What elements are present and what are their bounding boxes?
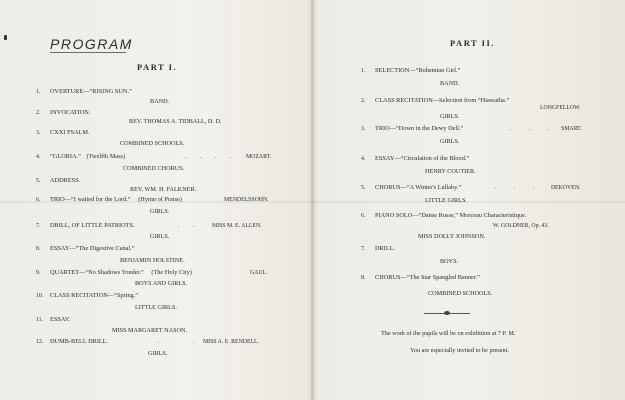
part1-item-3: 3. CXXI PSALM.: [36, 129, 90, 136]
part1-item-8: 8. ESSAY—“The Digestive Canal.”: [36, 245, 135, 252]
part1-item-10-performer: LITTLE GIRLS.: [135, 304, 177, 311]
part1-item-12-dots: . .: [158, 339, 211, 345]
part2-item-2: 2. CLASS RECITATION—Selection from “Hiawatha.”: [361, 97, 510, 104]
part-2-heading: PART II.: [450, 38, 495, 48]
part2-item-5-composer: DEKOVEN.: [551, 185, 581, 191]
part1-item-6: 6. TRIO—“I waited for the Lord.” (Hymn of Praise): [36, 196, 182, 203]
part1-item-12: 12. DUMB-BELL DRILL.: [36, 338, 109, 345]
part1-item-6-composer: MENDELSSOHN.: [224, 197, 269, 203]
part2-item-3-performer: GIRLS.: [440, 138, 460, 145]
part1-item-9-performer: BOYS AND GIRLS.: [135, 280, 188, 287]
part2-item-5: 5. CHORUS—“A Winter's Lullaby.”: [361, 184, 462, 191]
part1-item-11: 11. ESSAY.: [36, 316, 71, 323]
part1-item-7: 7. DRILL, OF LITTLE PATRIOTS.: [36, 222, 135, 229]
part2-item-1-performer: BAND.: [440, 80, 460, 87]
part1-item-9-composer: GAUL.: [250, 270, 268, 276]
part1-item-7-dots: . .: [178, 223, 201, 229]
part1-item-6-performer: GIRLS.: [150, 208, 170, 215]
part2-item-2-composer: LONGFELLOW.: [540, 105, 581, 111]
part1-item-11-performer: MISS MARGARET NASON.: [112, 327, 188, 334]
part2-item-5-dots: . . .: [495, 185, 543, 191]
part1-item-4-performer: COMBINED CHORUS.: [123, 165, 185, 172]
part1-item-4-dots: . . . .: [185, 154, 238, 160]
invitation-note: You are especially invited to be present.: [410, 347, 509, 354]
part-1-heading: PART I.: [137, 62, 178, 72]
part2-item-1: 1. SELECTION—“Bohemian Girl.”: [361, 67, 461, 74]
exhibition-note: The work of the pupils will be on exhibition at 7 P. M.: [381, 330, 516, 337]
part2-item-3-composer: SMART.: [561, 126, 582, 132]
program-title: PROGRAM: [50, 36, 133, 52]
part1-item-7-composer: MISS M. E. ALLEN.: [212, 223, 262, 229]
part1-item-12-performer: GIRLS.: [148, 350, 168, 357]
part1-item-9: 9. QUARTET—“No Shadows Yonder.” (The Holy City): [36, 269, 192, 276]
part1-item-3-performer: COMBINED SCHOOLS.: [120, 140, 185, 147]
part1-item-10: 10. CLASS RECITATION—“Spring.”: [36, 292, 138, 299]
part2-item-3: 3. TRIO—“Down in the Dewy Dell.”: [361, 125, 464, 132]
part2-item-5-performer: LITTLE GIRLS.: [425, 197, 467, 204]
part1-item-5: 5. ADDRESS.: [36, 177, 81, 184]
part2-item-3-dots: . . .: [510, 126, 558, 132]
part2-item-8-performer: COMBINED SCHOOLS.: [428, 290, 493, 297]
part1-item-2-performer: REV. THOMAS A. TIDBALL, D. D.: [129, 118, 222, 125]
part1-item-4-composer: MOZART.: [246, 154, 272, 160]
part2-item-6: 6. PIANO SOLO—“Danse Russe,” Morceau Characteristique.: [361, 212, 527, 219]
part2-item-4: 4. ESSAY—“Circulation of the Blood.”: [361, 155, 470, 162]
title-underline: [50, 52, 126, 53]
part2-item-6-composer: W. GOLDNER, Op. 43.: [493, 223, 549, 229]
divider-ornament: [424, 311, 470, 315]
part1-item-8-performer: BENJAMIN HOLSTINE.: [120, 257, 185, 264]
center-fold: [311, 0, 314, 400]
part2-item-7-performer: BOYS.: [440, 258, 459, 265]
part1-item-7-performer: GIRLS.: [150, 233, 170, 240]
part2-item-6-performer: MISS DOLLY JOHNSON.: [418, 233, 486, 240]
part1-item-4: 4. “GLORIA.” (Twelfth Mass): [36, 153, 126, 160]
part1-item-1: 1. OVERTURE—“RISING SUN.”: [36, 88, 132, 95]
part2-item-7: 7. DRILL.: [361, 245, 396, 252]
edge-mark: [4, 35, 7, 40]
part1-item-12-composer: MISS A. E. RENDELL.: [203, 339, 260, 345]
part1-item-1-performer: BAND.: [150, 98, 170, 105]
part1-item-2: 2. INVOCATION.: [36, 109, 91, 116]
part1-item-5-performer: REV. WM. H. FALKNER.: [130, 186, 197, 193]
part2-item-4-performer: HENRY COUTIER.: [425, 168, 476, 175]
part2-item-8: 8. CHORUS—“The Star Spangled Banner.”: [361, 274, 480, 281]
part2-item-2-performer: GIRLS.: [440, 113, 460, 120]
